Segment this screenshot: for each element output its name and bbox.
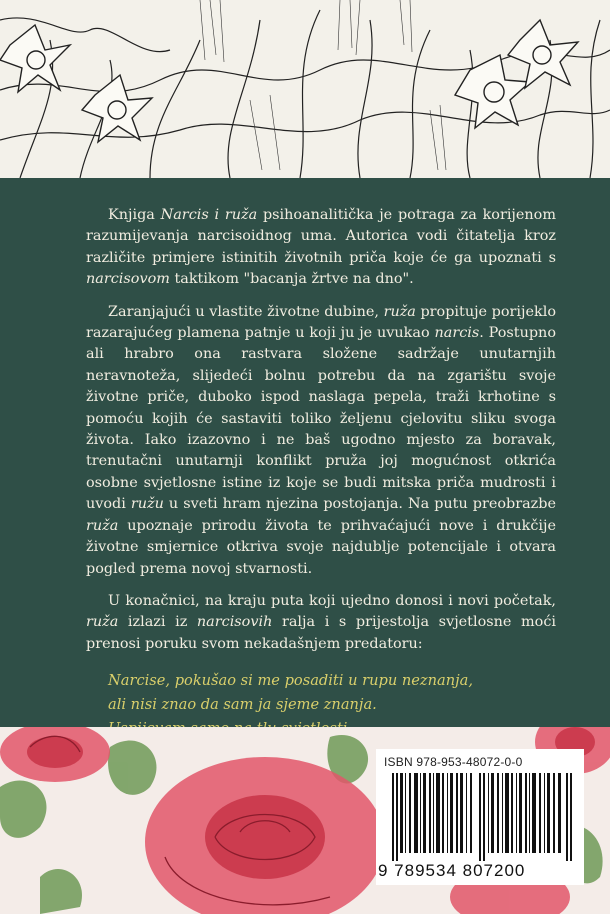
isbn-barcode (376, 749, 584, 885)
text-run: upoznaje prirodu života te prihvaćajući nove i drukčije životne smjernice otkriva svoje najdublje potencijale i otvara pogled prema novoj stvarnosti. (86, 517, 556, 577)
text-run: Knjiga (108, 207, 161, 223)
text-run: . Postupno ali hrabro ona rastvara složene sadržaje unutarnjih neravnoteža, slijedeći bolnu potrebu da na zgarištu svoje životne priče, duboko ispod naslaga pepela, traži krhotine s pomoću kojih će sastaviti toliko željenu cjelovitu sliku svoga života. Iako izazovno i ne baš ugodno mjesto za boravak, trenutačni unutarnji konflikt pruža joj mogućnost otkrića osobne svjetlosne istine iz koje se budi mitska priča mudrosti i uvodi (86, 325, 556, 513)
isbn-label: ISBN 978-953-48072-0-0 (384, 755, 523, 769)
barcode-bars (392, 773, 574, 861)
emphasis-text: narcis (434, 325, 480, 342)
book-title-mention: Narcis i ruža (160, 207, 258, 223)
emphasis-text: narcisovom (86, 271, 170, 288)
description-paragraph-1 (86, 205, 556, 291)
description-paragraph-3 (86, 591, 556, 655)
text-run: Zaranjajući u vlastite životne dubine, (108, 303, 384, 320)
text-run: psihoanalitička je potraga za korijenom razumijevanja narcisoidnog uma. Autorica vodi čitatelja kroz različite primjere istinitih životnih priča koje će ga upoznati s (86, 207, 556, 266)
emphasis-text: ružu (130, 496, 164, 513)
poem-line: Narcise, pokušao si me posaditi u rupu neznanja, (108, 672, 473, 690)
emphasis-text: ruža (383, 303, 416, 320)
poem-line: ali nisi znao da sam ja sjeme znanja. (108, 696, 377, 714)
emphasis-text: narcisovih (196, 614, 273, 631)
text-run: U konačnici, na kraju puta koji ujedno donosi i novi početak, (108, 592, 556, 609)
daffodil-drawing (0, 0, 610, 178)
text-run: ralja i s prijestolja svjetlosne moći prenosi poruku svom nekadašnjem predatoru: (86, 614, 556, 652)
emphasis-text: ruža (86, 517, 119, 534)
text-run: izlazi iz (118, 614, 197, 631)
daffodil-illustration (0, 0, 610, 178)
emphasis-text: ruža (86, 614, 119, 631)
description-paragraph-2 (86, 302, 556, 580)
text-run: propituje porijeklo razarajućeg plamena patnje u koji ju je uvukao (86, 303, 556, 342)
text-run: taktikom "bacanja žrtve na dno". (169, 271, 414, 288)
book-description (86, 205, 556, 741)
text-run: u sveti hram njezina postojanja. Na putu preobrazbe (163, 496, 556, 513)
barcode-digits: 9 789534 807200 (378, 861, 526, 880)
